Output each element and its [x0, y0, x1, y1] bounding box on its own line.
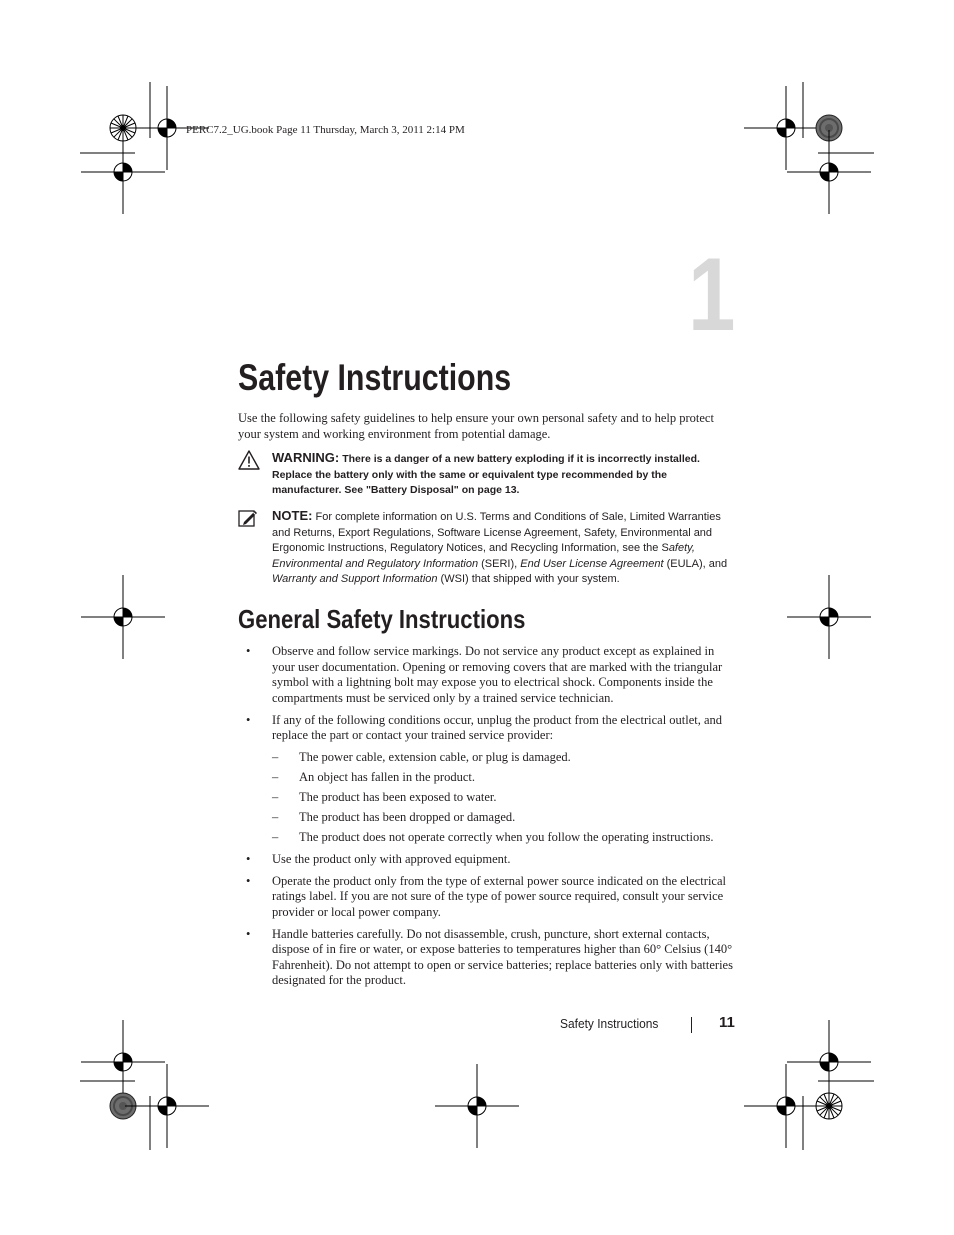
dash-mark: –: [272, 809, 279, 824]
note-text-part: (EULA), and: [663, 557, 728, 570]
condition-item: [272, 830, 738, 846]
note-notice: [238, 508, 734, 588]
chapter-title: Safety Instructions: [238, 357, 512, 398]
bullet-text: Operate the product only from the type of external power source indicated on the electrical ratings label. If you are not sure of the type of power source required, consult your service provider or local power company.: [272, 873, 726, 919]
note-pencil-icon: [238, 508, 258, 533]
doc-title-wsi: Warranty and Support Information: [272, 573, 438, 585]
note-label: NOTE:: [272, 508, 313, 523]
condition-text: The power cable, extension cable, or plug is damaged.: [299, 749, 571, 764]
condition-text: The product has been dropped or damaged.: [299, 809, 516, 824]
bullet-mark: •: [246, 926, 251, 941]
bullet-mark: •: [246, 851, 251, 866]
condition-item: [272, 750, 738, 766]
condition-text: The product has been exposed to water.: [299, 789, 497, 804]
condition-text: The product does not operate correctly when you follow the operating instructions.: [299, 829, 714, 844]
bullet-item: [238, 852, 738, 868]
dash-mark: –: [272, 749, 279, 764]
bullet-mark: •: [246, 873, 251, 888]
dash-mark: –: [272, 769, 279, 784]
warning-notice: [238, 450, 734, 499]
print-header: PERC7.2_UG.book Page 11 Thursday, March 3, 2011 2:14 PM: [186, 124, 465, 136]
bullet-text: Handle batteries carefully. Do not disassemble, crush, puncture, short external contacts, dispose of in fire or water, or expose batteries to temperatures higher than 60° Celsius (140° Fahrenheit). Do not attempt to open or service batteries; replace batteries only with batteries designated for the product.: [272, 926, 733, 988]
dash-mark: –: [272, 789, 279, 804]
condition-list: [272, 750, 738, 846]
note-text-part: (WSI) that shipped with your system.: [437, 573, 620, 585]
bullet-mark: •: [246, 644, 251, 658]
note-text: [272, 511, 727, 585]
chapter-number: 1: [688, 237, 736, 353]
doc-title-seri: afety, Environmental and Regulatory Information: [272, 542, 695, 570]
bullet-mark: •: [246, 712, 251, 727]
doc-title-eula: End User License Agreement: [520, 557, 664, 570]
warning-text: There is a danger of a new battery exploding if it is incorrectly installed. Replace the battery only with the same or equivalent type recommended by the manufacturer. See "Battery Disposal" on page 13.: [272, 453, 700, 496]
bullet-item: [238, 874, 738, 921]
bullet-item: [238, 713, 738, 846]
bullet-text: Use the product only with approved equipment.: [272, 851, 511, 866]
footer-separator: [691, 1017, 692, 1033]
footer-chapter-label: Safety Instructions: [560, 1016, 659, 1031]
warning-triangle-icon: [238, 450, 260, 475]
page-number: 11: [719, 1014, 735, 1031]
intro-paragraph: Use the following safety guidelines to help ensure your own personal safety and to help protect your system and working environment from potential damage.: [238, 411, 714, 441]
condition-item: [272, 810, 738, 826]
warning-label: WARNING:: [272, 450, 340, 465]
safety-bullet-list: [238, 644, 738, 995]
condition-item: [272, 770, 738, 786]
section-title: General Safety Instructions: [238, 604, 526, 634]
note-text-part: For complete information on U.S. Terms and Conditions of Sale, Limited Warranties and Returns, Export Regulations, Software License Agreement, Safety, Environmental and Ergonomic Instructions, Regulatory Notices, and Recycling Information, see the S: [272, 511, 721, 554]
bullet-item: [238, 927, 738, 989]
condition-text: An object has fallen in the product.: [299, 769, 475, 784]
bullet-item: [238, 644, 738, 706]
dash-mark: –: [272, 829, 279, 844]
condition-item: [272, 790, 738, 806]
bullet-text: Observe and follow service markings. Do not service any product except as explained in your user documentation. Opening or removing covers that are marked with the triangular symbol with a lightning bolt may expose you to electrical shock. Components inside the compartments must be serviced only by a trained service technician.: [272, 644, 723, 705]
note-text-part: (SERI),: [478, 557, 521, 570]
bullet-text: If any of the following conditions occur, unplug the product from the electrical outlet, and replace the part or contact your trained service provider:: [272, 712, 723, 743]
